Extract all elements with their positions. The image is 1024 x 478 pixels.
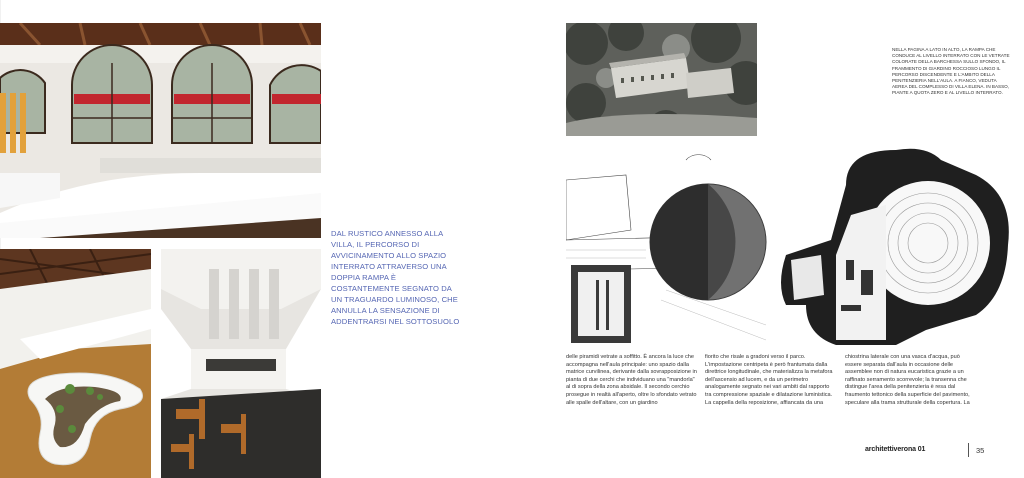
plan-ground-level	[566, 150, 771, 345]
photo-rock-garden	[0, 249, 151, 478]
plan-underground-level	[776, 145, 1014, 350]
body-column-1: delle piramidi vetrate a soffitto. È ancora la luce che accompagna nell'aula principale: uno spazio dalla matrice curvilinea, derivante dalla sovrapposizione in pianta di due cerchi che individuano una "mandorla" al di sopra della zona absidale. Il secondo cerchio prosegue in realtà all'aperto, oltre lo sfondato vetrato alle spalle dell'altare, con un giardino	[566, 354, 697, 406]
body-column-3: chiostrina laterale con una vasca d'acqua, può essere separata dall'aula in occasione delle assemblee non di natura eucaristica grazie a un raffinato serramento scorrevole; la transenna che distingue l'area della penitenzieria è resa dal fraumento tettonico della superficie del pavimento, speculare alla trama strutturale della copertura. La	[845, 354, 970, 406]
photo-ramp-arched-windows	[0, 23, 321, 238]
photo-aerial-villa-elena	[566, 23, 757, 136]
pull-quote: DAL RUSTICO ANNESSO ALLA VILLA, IL PERCORSO DI AVVICINAMENTO ALLO SPAZIO INTERRATO ATTRAVERSO UNA DOPPIA RAMPA È COSTANTEMENTE SEGNATO DA UN TRAGUARDO LUMINOSO, CHE ANNULLA LA SENSAZIONE DI ADDENTRARSI NEL SOTTOSUOLO	[331, 229, 460, 326]
photo-caption: NELLA PAGINA A LATO IN ALTO, LA RAMPA CHE CONDUCE AL LIVELLO INTERRATO CON LE VETRATE COLORATE DELLA BARCHESSA SULLO SFONDO, IL FRAMMENTO DI GIARDINO ROCCIOSO LUNGO IL PERCORSO DISCENDENTE E L'AMBITO DELLA PENITENZIERIA NELL'AULA. A FIANCO, VEDUTA AEREA DEL COMPLESSO DI VILLA ELENA. IN BASSO, PIANTE A QUOTA ZERO E AL LIVELLO INTERRATO.	[892, 47, 1010, 96]
page-number: 35	[976, 446, 985, 455]
body-column-2: fiorito che risale a gradoni verso il parco. L'impostazione centripeta è però frantumata dalla direttrice longitudinale, che materializza la metafora dell'ascensio ad lucem, e da un perimetro analogamente segnato nei vari ambiti dal rapporto tra compressione spaziale e dilatazione luministica. La cappella della reposizione, affiancata da una	[705, 354, 833, 406]
footer-divider	[968, 443, 969, 457]
photo-aula-interior	[161, 249, 321, 478]
magazine-brand: architettiverona 01	[865, 446, 926, 453]
